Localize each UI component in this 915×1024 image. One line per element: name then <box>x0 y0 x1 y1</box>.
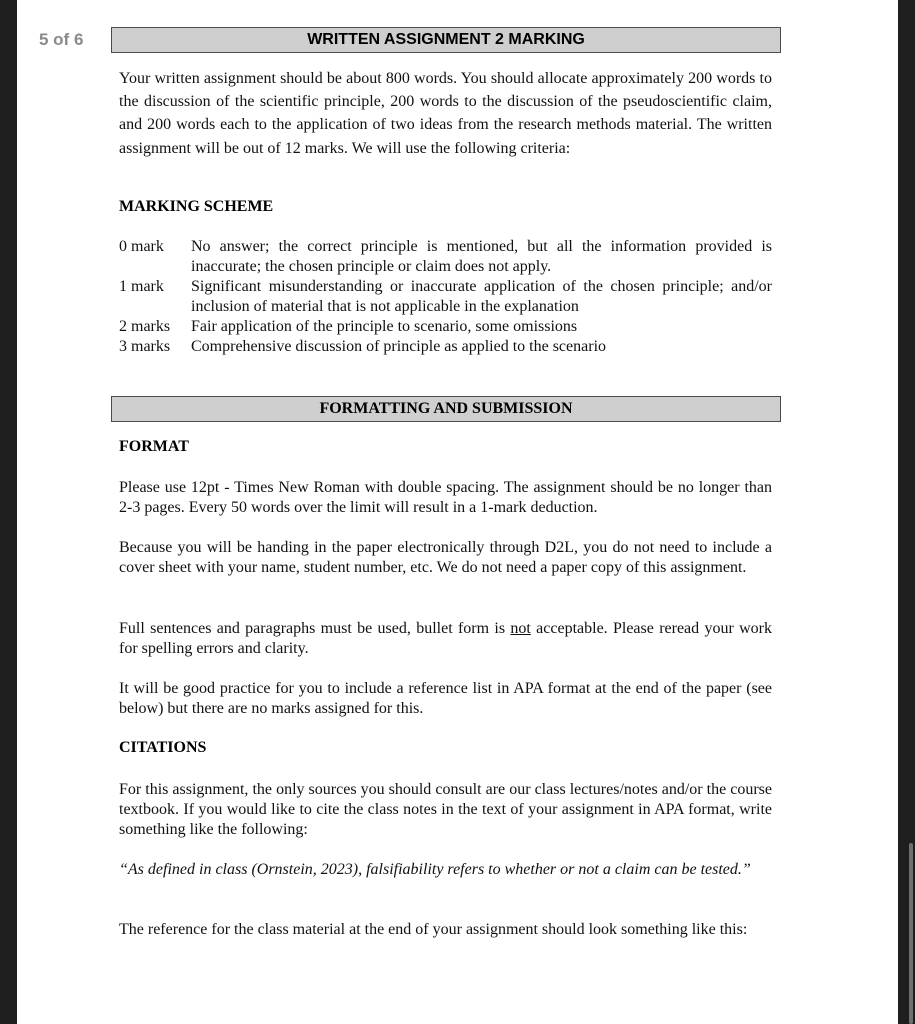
citations-paragraph: For this assignment, the only sources you should consult are our class lectures/notes and/or the course textbook. If you would like to cite the class notes in the text of your assignment in APA format, write something like the following: <box>119 781 772 838</box>
citations-heading: CITATIONS <box>119 739 207 756</box>
format-paragraph-references: It will be good practice for you to include a reference list in APA format at the end of the paper (see below) but there are no marks assigned for this. <box>119 680 772 717</box>
scrollbar-thumb[interactable] <box>909 843 913 1024</box>
scheme-description: No answer; the correct principle is mentioned, but all the information provided is inaccurate; the chosen principle or claim does not apply. <box>191 238 772 275</box>
scheme-description: Fair application of the principle to scenario, some omissions <box>191 318 578 335</box>
page-indicator: 5 of 6 <box>39 30 84 49</box>
format-paragraph-sentences: Full sentences and paragraphs must be used, bullet form is not acceptable. Please reread your work for spelling errors and clarity. <box>119 620 773 657</box>
formatting-section-header: FORMATTING AND SUBMISSION <box>111 396 781 422</box>
format-paragraph-length: Please use 12pt - Times New Roman with double spacing. The assignment should be no longer than 2-3 pages. Every 50 words over the limit will result in a 1-mark deduction. <box>119 479 772 516</box>
document-page <box>17 0 898 1024</box>
marking-section-header: WRITTEN ASSIGNMENT 2 MARKING <box>111 27 781 53</box>
reference-instruction: The reference for the class material at the end of your assignment should look something like this: <box>119 921 748 938</box>
scheme-description: Comprehensive discussion of principle as applied to the scenario <box>191 338 607 355</box>
emphasis-not: not <box>510 620 531 637</box>
scheme-mark: 0 mark <box>119 238 164 255</box>
format-paragraph-submission: Because you will be handing in the paper electronically through D2L, you do not need to include a cover sheet with your name, student number, etc. We do not need a paper copy of this assignment. <box>119 539 772 576</box>
scheme-description: Significant misunderstanding or inaccurate application of the chosen principle; and/or inclusion of material that is not applicable in the explanation <box>191 278 772 315</box>
intro-paragraph: Your written assignment should be about 800 words. You should allocate approximately 200 words to the discussion of the scientific principle, 200 words to the discussion of the pseudoscientific claim, and 200 words each to the application of two ideas from the research methods material. The written assignment will be out of 12 marks. We will use the following criteria: <box>119 70 772 157</box>
citation-example: “As defined in class (Ornstein, 2023), falsifiability refers to whether or not a claim can be tested.” <box>119 861 751 878</box>
scheme-mark: 3 marks <box>119 338 171 355</box>
scheme-mark: 2 marks <box>119 318 171 335</box>
marking-scheme-heading: MARKING SCHEME <box>119 198 274 215</box>
scheme-mark: 1 mark <box>119 278 164 295</box>
format-heading: FORMAT <box>119 438 189 455</box>
